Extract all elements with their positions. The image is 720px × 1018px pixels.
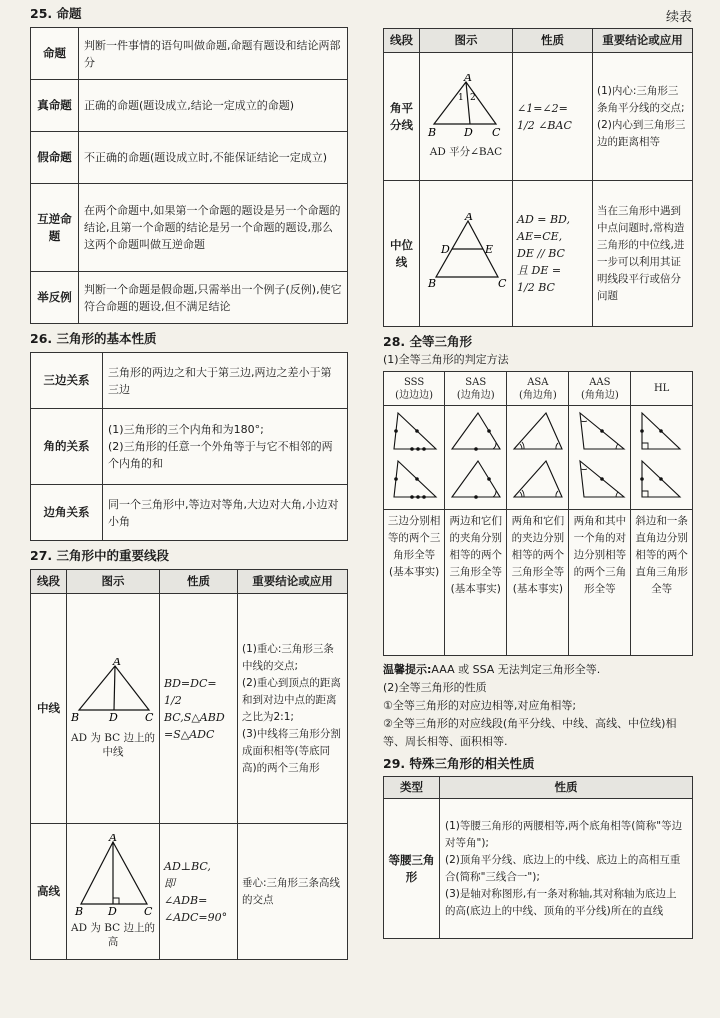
- bisector-figure: [420, 53, 513, 181]
- continued-label: 续表: [665, 10, 692, 25]
- svg-text:A: A: [113, 658, 121, 668]
- method-header: [631, 372, 693, 406]
- property-2: ②全等三角形的对应线段(角平分线、中线、高线、中位线)相等、周长相等、面积相等.: [383, 717, 677, 748]
- svg-text:C: C: [145, 711, 154, 724]
- svg-text:B: B: [71, 711, 80, 724]
- method-desc: 斜边和一条直角边分别相等的两个直角三角形全等: [631, 510, 693, 656]
- method-name: AAS: [589, 376, 611, 388]
- asa-figures: [507, 406, 569, 510]
- tip: [383, 661, 693, 679]
- bisector-caption: AD 平分∠BAC: [429, 146, 503, 158]
- col-header: 重要结论或应用: [238, 570, 348, 594]
- prop-row-text: 在两个命题中,如果第一个命题的题设是另一个命题的结论,且第一个命题的结论是另一个命题的题设,那么这两个命题叫做互逆命题: [79, 184, 348, 272]
- hl-diagram: [634, 407, 690, 503]
- midline-property: AD = BD, AE=CE, DE // BC 且 DE = 1/2 BC: [513, 181, 593, 327]
- svg-text:D: D: [441, 243, 450, 256]
- basic-row-text: (1)三角形的三个内角和为180°; (2)三角形的任意一个外角等于与它不相邻的两个内角的和: [103, 409, 348, 485]
- section-28-title: 28. 全等三角形: [383, 334, 472, 349]
- altitude-property: AD⊥BC, 即 ∠ADB= ∠ADC=90°: [160, 824, 238, 960]
- prop-row-label: 举反例: [31, 272, 79, 324]
- midline-triangle-diagram: [422, 213, 510, 289]
- sas-diagram: [448, 407, 504, 503]
- method-desc: 两边和它们的夹角分别相等的两个三角形全等(基本事实): [445, 510, 507, 656]
- method-cn: (边边边): [395, 389, 433, 401]
- triangle-basics-table: [30, 352, 348, 541]
- prop-row-label: 真命题: [31, 80, 79, 132]
- method-desc: 两角和它们的夹边分别相等的两个三角形全等(基本事实): [507, 510, 569, 656]
- tip-label: 温馨提示:: [383, 663, 432, 676]
- svg-text:D: D: [109, 711, 118, 724]
- method-header: [507, 372, 569, 406]
- property-1: ①全等三角形的对应边相等,对应角相等;: [383, 699, 577, 712]
- col-header: 性质: [440, 777, 693, 799]
- prop-row-text: 不正确的命题(题设成立时,不能保证结论一定成立): [79, 132, 348, 184]
- svg-text:C: C: [498, 277, 507, 289]
- bisector-triangle-diagram: [422, 74, 510, 140]
- method-desc: 两角和其中一个角的对边分别相等的两个三角形全等: [569, 510, 631, 656]
- propositions-table: [30, 27, 348, 324]
- sss-diagram: [386, 407, 442, 503]
- hl-figures: [631, 406, 693, 510]
- congruence-table: [383, 371, 693, 656]
- aas-diagram: [572, 407, 628, 503]
- svg-text:A: A: [465, 213, 473, 223]
- svg-text:B: B: [75, 905, 84, 916]
- svg-text:C: C: [492, 126, 501, 139]
- basic-row-label: 三边关系: [31, 353, 103, 409]
- prop-row-label: 假命题: [31, 132, 79, 184]
- svg-text:D: D: [464, 126, 473, 139]
- basic-row-label: 边角关系: [31, 485, 103, 541]
- method-header: [445, 372, 507, 406]
- isosceles-text: (1)等腰三角形的两腰相等,两个底角相等(简称"等边对等角"); (2)顶角平分线、底边上的中线、底边上的高相互重合(简称"三线合一"); (3)是轴对称图形,有一条对称轴,其对称轴为底边上的高(底边上的中线、顶角的平分线)所在的直线: [440, 799, 693, 939]
- altitude-caption: AD 为 BC 边上的高: [71, 922, 155, 948]
- median-property: BD=DC= 1/2 BC,S△ABD =S△ADC: [160, 594, 238, 824]
- median-label: 中线: [31, 594, 67, 824]
- left-column: [30, 0, 348, 960]
- svg-text:D: D: [108, 905, 117, 916]
- col-header: 线段: [384, 29, 420, 53]
- col-header: 图示: [420, 29, 513, 53]
- altitude-label: 高线: [31, 824, 67, 960]
- method-name: SAS: [465, 376, 487, 388]
- method-name: SSS: [403, 376, 425, 388]
- section-27-title: 27. 三角形中的重要线段: [30, 548, 169, 563]
- tip-text: AAA 或 SSA 无法判定三角形全等.: [431, 663, 601, 676]
- sas-figures: [445, 406, 507, 510]
- basic-row-label: 角的关系: [31, 409, 103, 485]
- asa-diagram: [510, 407, 566, 503]
- svg-text:A: A: [109, 834, 117, 844]
- prop-row-text: 判断一件事情的语句叫做命题,命题有题设和结论两部分: [79, 28, 348, 80]
- altitude-triangle-diagram: [69, 834, 157, 916]
- method-header: [384, 372, 445, 406]
- col-header: 重要结论或应用: [593, 29, 693, 53]
- bisector-note: (1)内心:三角形三条角平分线的交点; (2)内心到三角形三边的距离相等: [593, 53, 693, 181]
- svg-text:E: E: [485, 243, 494, 256]
- section-25-title: 25. 命题: [30, 6, 82, 21]
- method-cn: (边角边): [456, 389, 495, 401]
- basic-row-text: 同一个三角形中,等边对等角,大边对大角,小边对小角: [103, 485, 348, 541]
- prop-row-label: 互逆命题: [31, 184, 79, 272]
- isosceles-label: 等腰三角形: [384, 799, 440, 939]
- svg-text:C: C: [144, 905, 153, 916]
- altitude-figure: [67, 824, 160, 960]
- svg-text:2: 2: [470, 93, 476, 103]
- section-29-title: 29. 特殊三角形的相关性质: [383, 756, 535, 771]
- median-caption: AD 为 BC 边上的中线: [71, 732, 155, 758]
- bisector-label: 角平分线: [384, 53, 420, 181]
- altitude-note: 垂心:三角形三条高线的交点: [238, 824, 348, 960]
- right-column: [383, 0, 693, 939]
- col-header: 性质: [513, 29, 593, 53]
- method-cn: (角边角): [518, 389, 557, 401]
- method-name: ASA: [527, 376, 549, 388]
- svg-text:B: B: [428, 126, 437, 139]
- midline-note: 当在三角形中遇到中点问题时,常构造三角形的中位线,进一步可以利用其证明线段平行或倍分问题: [593, 181, 693, 327]
- midline-label: 中位线: [384, 181, 420, 327]
- midline-figure: [420, 181, 513, 327]
- method-name: HL: [653, 383, 670, 394]
- basic-row-text: 三角形的两边之和大于第三边,两边之差小于第三边: [103, 353, 348, 409]
- special-triangles-table: [383, 776, 693, 939]
- segments-table-left: [30, 569, 348, 960]
- method-header: [569, 372, 631, 406]
- median-note: (1)重心:三角形三条中线的交点; (2)重心到顶点的距离和到对边中点的距离之比为2:1; (3)中线将三角形分割成面积相等(等底同高)的两个三角形: [238, 594, 348, 824]
- col-header: 类型: [384, 777, 440, 799]
- bisector-property: ∠1=∠2= 1/2 ∠BAC: [513, 53, 593, 181]
- median-figure: [67, 594, 160, 824]
- col-header: 线段: [31, 570, 67, 594]
- prop-row-text: 正确的命题(题设成立,结论一定成立的命题): [79, 80, 348, 132]
- section-26-title: 26. 三角形的基本性质: [30, 331, 157, 346]
- svg-text:A: A: [464, 74, 472, 84]
- aas-figures: [569, 406, 631, 510]
- svg-text:1: 1: [458, 93, 464, 103]
- method-desc: 三边分别相等的两个三角形全等(基本事实): [384, 510, 445, 656]
- prop-row-label: 命题: [31, 28, 79, 80]
- svg-text:B: B: [428, 277, 437, 289]
- congruence-properties-subtitle: (2)全等三角形的性质: [383, 681, 487, 694]
- col-header: 图示: [67, 570, 160, 594]
- col-header: 性质: [160, 570, 238, 594]
- congruence-criteria-subtitle: (1)全等三角形的判定方法: [383, 353, 509, 366]
- median-triangle-diagram: [69, 658, 157, 726]
- sss-figures: [384, 406, 445, 510]
- method-cn: (角角边): [580, 389, 619, 401]
- prop-row-text: 判断一个命题是假命题,只需举出一个例子(反例),使它符合命题的题设,但不满足结论: [79, 272, 348, 324]
- segments-table-right: [383, 28, 693, 327]
